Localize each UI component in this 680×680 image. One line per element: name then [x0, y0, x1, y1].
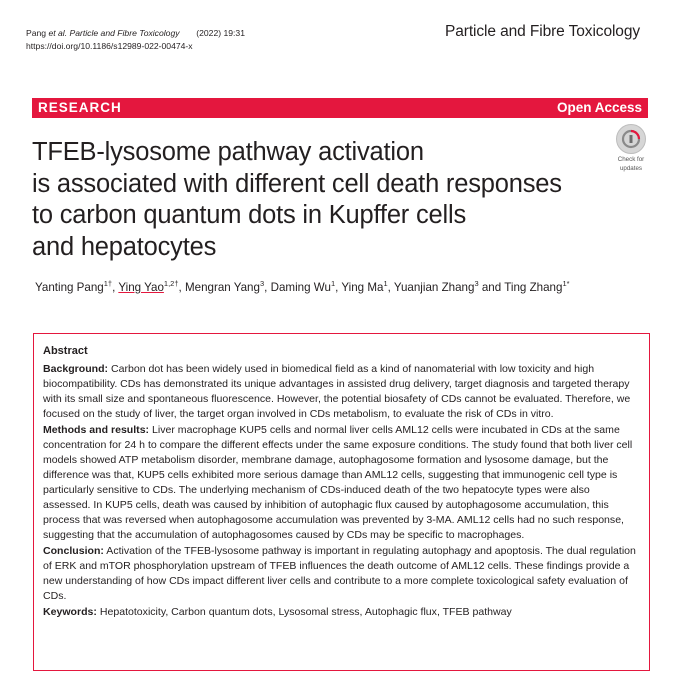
citation-block — [26, 27, 245, 53]
author-name[interactable]: Yuanjian Zhang — [393, 281, 475, 294]
abstract-keywords — [43, 605, 640, 620]
open-access-label: Open Access — [556, 100, 642, 115]
citation-authors: Pang — [26, 28, 49, 38]
check-for-updates-line2: updates — [619, 165, 643, 172]
author-separator: , — [264, 281, 271, 294]
check-for-updates-line1: Check for — [617, 156, 645, 163]
author-name[interactable]: Ying Ma — [341, 281, 384, 294]
author-affiliation: 3 — [474, 279, 479, 288]
background-label: Background: — [43, 363, 109, 375]
check-for-updates-badge[interactable] — [610, 124, 652, 172]
section-label: RESEARCH — [38, 100, 122, 115]
citation-journal: Particle and Fibre Toxicology — [69, 28, 180, 38]
author-affiliation: 1 — [383, 279, 388, 288]
conclusion-text: Activation of the TFEB-lysosome pathway is important in regulating autophagy and apoptosis. The dual regulation of ERK and mTOR phosphorylation upstream of TFEB influences the death outcome of AML12 cells. These findings provide a new understanding of how CDs impact different liver cells and contribute to a more complete toxicological safety evaluation of CDs. — [43, 545, 636, 602]
author-affiliation: 3 — [259, 279, 265, 288]
methods-label: Methods and results: — [43, 424, 150, 436]
author-name[interactable]: Mengran Yang — [184, 281, 260, 294]
title-line: to carbon quantum dots in Kupffer cells — [32, 201, 466, 229]
author-name[interactable]: Ting Zhang — [504, 281, 563, 294]
abstract-box — [33, 333, 650, 671]
background-text: Carbon dot has been widely used in biomedical field as a kind of nanomaterial with low toxicity and high biocompatibility. CDs has demonstrated its unique advantages in assisted drug delivery, target diagnosis and targeted therapy with its small size and spontaneous fluorescence. However, the potential biosafety of CDs cannot be evaluated. Therefore, we focused on the study of liver, the target organ involved in CDs metabolism, to evaluate the risk of CDs in vitro. — [43, 363, 631, 420]
title-line: is associated with different cell death responses — [32, 169, 562, 198]
author-name[interactable]: Ying Yao — [118, 281, 164, 294]
author-separator: , — [178, 281, 185, 294]
methods-text: Liver macrophage KUP5 cells and normal liver cells AML12 cells were incubated in CDs at the same concentration for 24 h to compare the different effects under the same exposure conditions. The study found that both liver cell models showed ATP metabolism disorder, membrane damage, autophagosome formation and lysosome damage, but the difference was that, KUP5 cells exhibited more serious damage than AML12 cells, suggesting that immunogenic cell type is particularly sensitive to CDs. The underlying mechanism of CDs-induced death of the two hepatocyte types were also assessed. In KUP5 cells, death was caused by inhibition of autophagic flux caused by autophagosome accumulation, this process that was reversed when autophagosome accumulation was prevented by 3-MA. AML12 cells had no such response, suggesting that the accumulation of autophagosomes caused by CDs may be specific to macrophages. — [43, 424, 633, 541]
abstract-methods — [43, 423, 640, 543]
author-affiliation: 1 — [330, 279, 336, 288]
section-banner — [32, 98, 648, 118]
author-affiliation: 1* — [562, 279, 570, 288]
author-name[interactable]: Yanting Pang — [35, 281, 104, 294]
citation-year: (2022) 19:31 — [196, 28, 245, 38]
title-line: and hepatocytes — [32, 232, 217, 261]
abstract-heading: Abstract — [43, 345, 88, 357]
abstract-conclusion — [43, 544, 640, 604]
author-separator: , — [112, 281, 119, 294]
article-title — [32, 137, 632, 263]
author-name[interactable]: Daming Wu — [270, 281, 331, 294]
author-affiliation: 1,2† — [163, 279, 179, 288]
journal-name: Particle and Fibre Toxicology — [445, 23, 640, 40]
title-line: TFEB-lysosome pathway activation — [32, 138, 424, 166]
doi-link[interactable]: https://doi.org/10.1186/s12989-022-00474-x — [26, 41, 193, 51]
author-list — [35, 281, 570, 294]
abstract-background — [43, 362, 640, 422]
author-separator: and — [478, 281, 505, 294]
citation-line — [26, 27, 245, 40]
conclusion-label: Conclusion: — [43, 545, 104, 557]
citation-etal: et al. — [48, 28, 68, 38]
author-separator: , — [335, 281, 342, 294]
keywords-text: Hepatotoxicity, Carbon quantum dots, Lysosomal stress, Autophagic flux, TFEB pathway — [99, 606, 512, 618]
keywords-label: Keywords: — [43, 606, 97, 618]
author-separator: , — [387, 281, 394, 294]
check-for-updates-icon — [616, 124, 646, 154]
author-affiliation: 1† — [103, 279, 113, 288]
